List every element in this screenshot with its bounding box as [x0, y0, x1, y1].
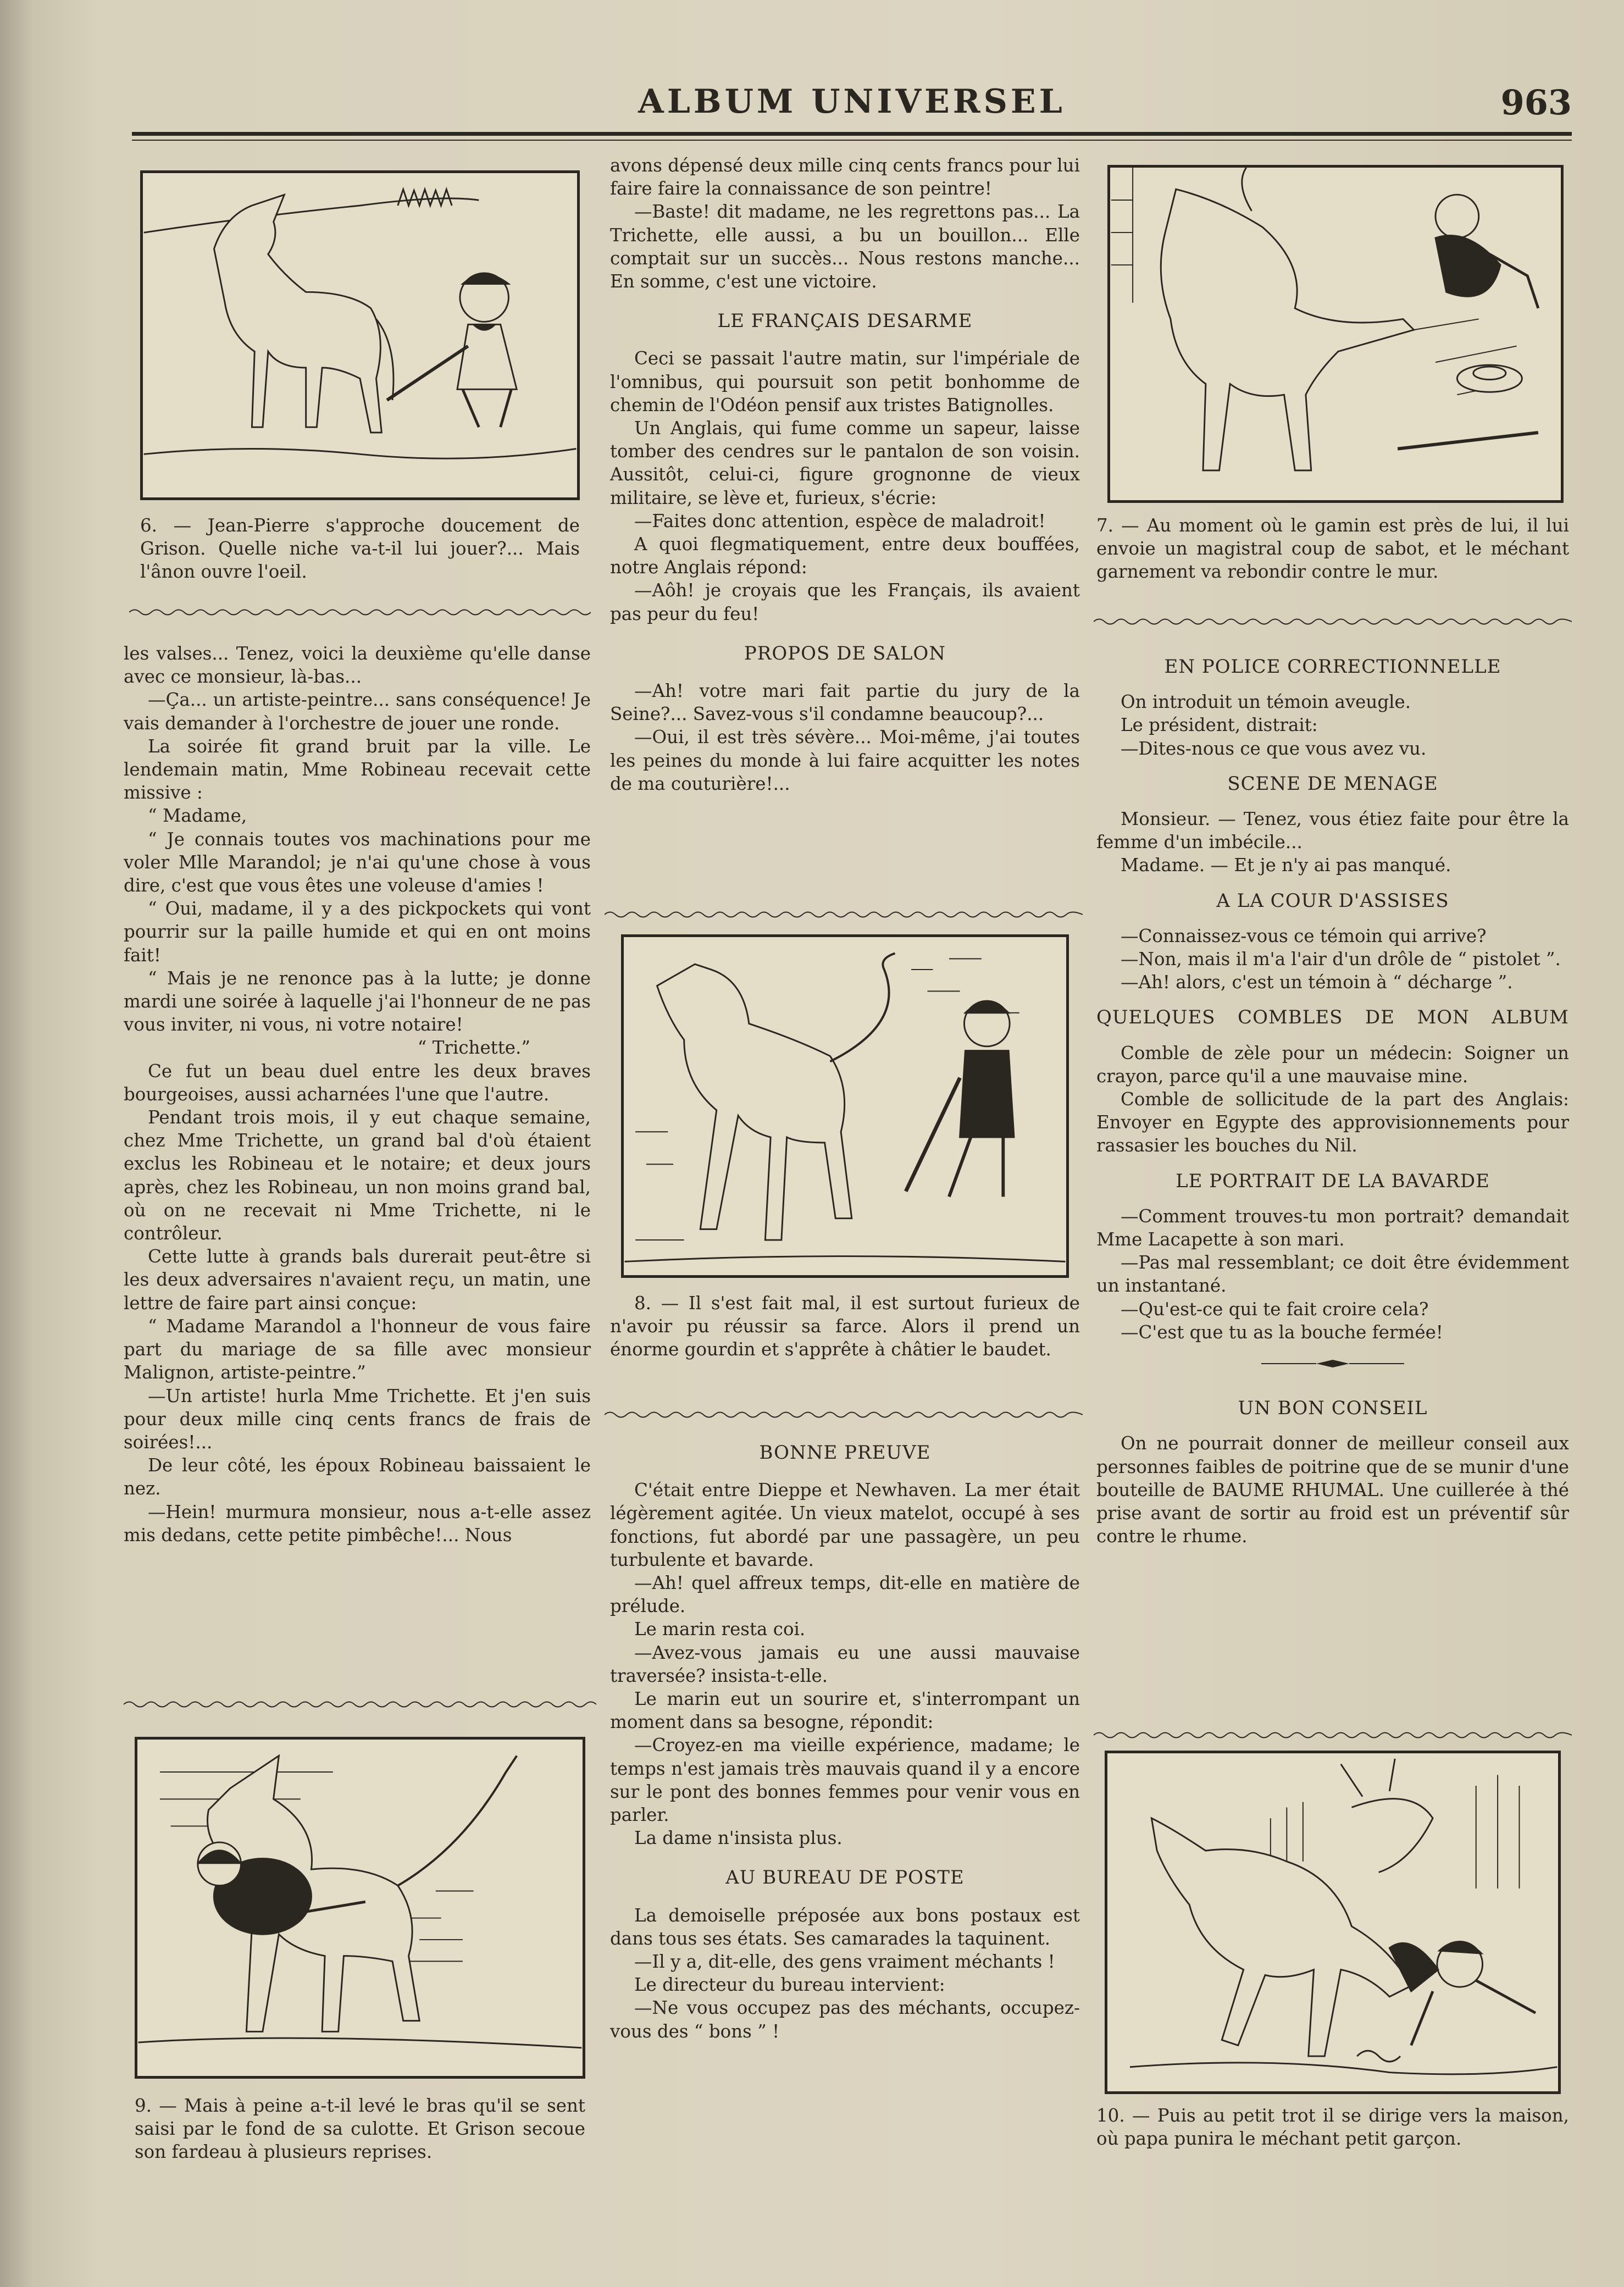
paragraph: Le président, distrait: — [1121, 715, 1318, 736]
paragraph: C'était entre Dieppe et Newhaven. La mer était légèrement agitée. Un vieux matelot, occupé à ses fonctions, fut abordé par une passagère, un peu turbulente et bavarde. — [610, 1480, 1080, 1570]
heading-bureau-de-poste: AU BUREAU DE POSTE — [725, 1867, 965, 1889]
caption-9: 9. — Mais à peine a-t-il levé le bras qu'il se sent saisi par le fond de sa culotte. Et Grison secoue son fardeau à plusieurs reprises. — [135, 2095, 585, 2163]
paragraph: “ Je connais toutes vos machinations pour me voler Mlle Marandol; je n'ai qu'une chose à vous dire, c'est que vous êtes une voleuse d'amies ! — [124, 828, 591, 896]
page-header — [132, 82, 1572, 135]
paragraph: Comble de sollicitude de la part des Anglais: Envoyer en Egypte des approvisionnements pour rassasier les bouches du Nil. — [1096, 1089, 1569, 1156]
heading-portrait-bavarde: LE PORTRAIT DE LA BAVARDE — [1176, 1170, 1490, 1192]
paragraph: —Croyez-en ma vieille expérience, madame; le temps n'est jamais très mauvais quand il y a encore sur le pont des bonnes femmes pour venir vous en parler. — [610, 1735, 1080, 1826]
left-column-text — [124, 642, 591, 1547]
paragraph: On ne pourrait donner de meilleur conseil aux personnes faibles de poitrine que de se munir d'une bouteille de BAUME RHUMAL. Une cuillerée à thé prise avant de sortir au froid est un préventif sûr contre le rhume. — [1096, 1433, 1569, 1547]
middle-column-text-preuve — [610, 1441, 1080, 2043]
caption-10: 10. — Puis au petit trot il se dirige vers la maison, où papa punira le méchant petit garçon. — [1096, 2105, 1569, 2150]
paragraph: les valses... Tenez, voici la deuxième qu'elle danse avec ce monsieur, là-bas... — [124, 643, 591, 688]
paragraph: —Oui, il est très sévère... Moi-même, j'ai toutes les peines du monde à lui faire acquitter les notes de ma couturière!... — [610, 727, 1080, 794]
heading-propos-de-salon: PROPOS DE SALON — [744, 642, 946, 664]
donkey-trotting-drawing — [1107, 1753, 1558, 2091]
paragraph: “ Oui, madame, il y a des pickpockets qui vont pourrir sur la paille humide et qui en ont moins fait! — [124, 898, 591, 966]
paragraph: —Ah! quel affreux temps, dit-elle en matière de prélude. — [610, 1572, 1080, 1617]
paragraph: —Avez-vous jamais eu une aussi mauvaise traversée? insista-t-elle. — [610, 1642, 1080, 1686]
paragraph: —Baste! dit madame, ne les regrettons pas... La Trichette, elle aussi, a bu un bouillon... Elle comptait sur un succès... Nous restons manche... En somme, c'est une victoire. — [610, 201, 1080, 292]
paragraph: On introduit un témoin aveugle. — [1121, 691, 1411, 713]
illustration-10 — [1105, 1751, 1561, 2094]
paragraph: avons dépensé deux mille cinq cents francs pour lui faire faire la connaissance de son peintre! — [610, 155, 1080, 200]
illustration-6 — [140, 170, 580, 500]
middle-column-text-bottom — [610, 1292, 1080, 1361]
wavy-separator — [1094, 617, 1572, 627]
paragraph: La demoiselle préposée aux bons postaux est dans tous ses états. Ses camarades la taquinent. — [610, 1904, 1080, 1949]
paragraph: Comble de zèle pour un médecin: Soigner un crayon, parce qu'il a une mauvaise mine. — [1096, 1042, 1569, 1087]
donkey-shaking-boy-drawing — [137, 1740, 583, 2076]
paragraph: —Hein! murmura monsieur, nous a-t-elle assez mis dedans, cette petite pimbêche!... Nous — [124, 1501, 591, 1546]
paragraph: Madame. — Et je n'y ai pas manqué. — [1121, 855, 1451, 876]
illustration-9 — [135, 1737, 585, 2079]
paragraph: La dame n'insista plus. — [634, 1828, 843, 1849]
page-number: 963 — [1500, 82, 1572, 123]
paragraph: —Qu'est-ce qui te fait croire cela? — [1121, 1298, 1429, 1320]
paragraph: “ Mais je ne renonce pas à la lutte; je donne mardi une soirée à laquelle j'ai l'honneur de ne pas vous inviter, ni vous, ni votre notaire! — [124, 967, 591, 1035]
paragraph: —Pas mal ressemblant; ce doit être évidemment un instantané. — [1096, 1252, 1569, 1297]
heading-bonne-preuve: BONNE PREUVE — [759, 1442, 931, 1464]
paragraph: —Il y a, dit-elle, des gens vraiment méchants ! — [634, 1951, 1055, 1973]
paragraph: —Ça... un artiste-peintre... sans conséquence! Je vais demander à l'orchestre de jouer une ronde. — [124, 689, 591, 734]
paragraph: “ Madame, — [148, 805, 247, 827]
header-rule — [132, 132, 1572, 136]
wavy-separator — [605, 1410, 1083, 1420]
paragraph: Le marin eut un sourire et, s'interrompant un moment dans sa besogne, répondit: — [610, 1688, 1080, 1733]
middle-column-text-top — [610, 154, 1080, 795]
paragraph: Un Anglais, qui fume comme un sapeur, laisse tomber des cendres sur le pantalon de son voisin. Aussitôt, celui-ci, figure grognonne de vieux militaire, se lève et, furieux, s'écrie: — [610, 418, 1080, 508]
paragraph: Pendant trois mois, il y eut chaque semaine, chez Mme Trichette, un grand bal d'où étaient exclus les Robineau et le notaire; et deux jours après, chez les Robineau, un non moins grand bal, où on ne recevait ni Mme Trichette, ni le contrôleur. — [124, 1107, 591, 1244]
heading-police-correctionnelle: EN POLICE CORRECTIONNELLE — [1164, 656, 1501, 678]
paragraph: Ce fut un beau duel entre les deux braves bourgeoises, aussi acharnées l'une que l'autre. — [124, 1060, 591, 1105]
publication-title: ALBUM UNIVERSEL — [638, 82, 1066, 121]
heading-francais-desarme: LE FRANÇAIS DESARME — [717, 310, 973, 333]
paragraph: —Comment trouves-tu mon portrait? demandait Mme Lacapette à son mari. — [1096, 1205, 1569, 1250]
heading-bon-conseil: UN BON CONSEIL — [1238, 1397, 1428, 1420]
paragraph: Monsieur. — Tenez, vous étiez faite pour être la femme d'un imbécile... — [1096, 809, 1569, 853]
wavy-separator — [129, 607, 591, 617]
paragraph: —Ah! votre mari fait partie du jury de la Seine?... Savez-vous s'il condamne beaucoup?... — [610, 680, 1080, 725]
paragraph: La soirée fit grand bruit par la ville. Le lendemain matin, Mme Robineau recevait cette missive : — [124, 735, 591, 804]
paragraph: —C'est que tu as la bouche fermée! — [1121, 1321, 1443, 1343]
paragraph: —Un artiste! hurla Mme Trichette. Et j'en suis pour deux mille cinq cents francs de frais de soirées!... — [124, 1385, 591, 1453]
caption-8: 8. — Il s'est fait mal, il est surtout furieux de n'avoir pu réussir sa farce. Alors il prend un énorme gourdin et s'apprête à châtier le baudet. — [610, 1293, 1080, 1360]
caption-6: 6. — Jean-Pierre s'approche doucement de Grison. Quelle niche va-t-il lui jouer?... Mais l'ânon ouvre l'oeil. — [140, 515, 580, 583]
donkey-boy-stick-drawing — [624, 937, 1066, 1275]
paragraph: Cette lutte à grands bals durerait peut-être si les deux adversaires n'avaient reçu, un matin, une lettre de faire part ainsi conçue: — [124, 1246, 591, 1314]
paragraph: “ Trichette.” — [417, 1037, 530, 1059]
heading-cour-d-assises: A LA COUR D'ASSISES — [1216, 889, 1449, 912]
heading-quelques-combles: QUELQUES COMBLES DE MON ALBUM — [1096, 1006, 1569, 1029]
caption-7: 7. — Au moment où le gamin est près de lui, il lui envoie un magistral coup de sabot, et le méchant garnement va rebondir contre le mur. — [1096, 515, 1569, 583]
donkey-boy-drawing — [143, 173, 577, 497]
paragraph: Ceci se passait l'autre matin, sur l'impériale de l'omnibus, qui poursuit son petit bonhomme de chemin de l'Odéon pensif aux tristes Batignolles. — [610, 348, 1080, 416]
illustration-7 — [1107, 165, 1564, 503]
paragraph: —Dites-nous ce que vous avez vu. — [1121, 738, 1427, 759]
paragraph: Le marin resta coi. — [634, 1619, 806, 1640]
paragraph: —Non, mais il m'a l'air d'un drôle de “ pistolet ”. — [1121, 949, 1561, 970]
wavy-separator — [1094, 1730, 1572, 1740]
paragraph: —Aôh! je croyais que les Français, ils avaient pas peur du feu! — [610, 580, 1080, 624]
paragraph: —Connaissez-vous ce témoin qui arrive? — [1121, 925, 1487, 946]
paragraph: —Ah! alors, c'est un témoin à “ décharge ”. — [1121, 972, 1513, 993]
paragraph: “ Madame Marandol a l'honneur de vous faire part du mariage de sa fille avec monsieur Malignon, artiste-peintre.” — [124, 1315, 591, 1383]
wavy-separator — [124, 1699, 596, 1709]
paragraph: —Ne vous occupez pas des méchants, occupez-vous des “ bons ” ! — [610, 1997, 1080, 2042]
wavy-separator — [605, 910, 1083, 920]
paragraph: A quoi flegmatiquement, entre deux bouffées, notre Anglais répond: — [610, 534, 1080, 578]
paragraph: —Faites donc attention, espèce de maladroit! — [634, 510, 1046, 531]
illustration-8 — [621, 934, 1069, 1278]
donkey-kicking-boy-drawing — [1110, 168, 1561, 500]
header-rule-thin — [132, 140, 1572, 141]
paragraph: De leur côté, les époux Robineau baissaient le nez. — [124, 1455, 591, 1499]
heading-scene-de-menage: SCENE DE MENAGE — [1227, 772, 1438, 795]
ornament-divider — [1096, 1352, 1569, 1375]
right-column-text — [1096, 655, 1569, 1548]
paragraph: Le directeur du bureau intervient: — [634, 1974, 945, 1996]
